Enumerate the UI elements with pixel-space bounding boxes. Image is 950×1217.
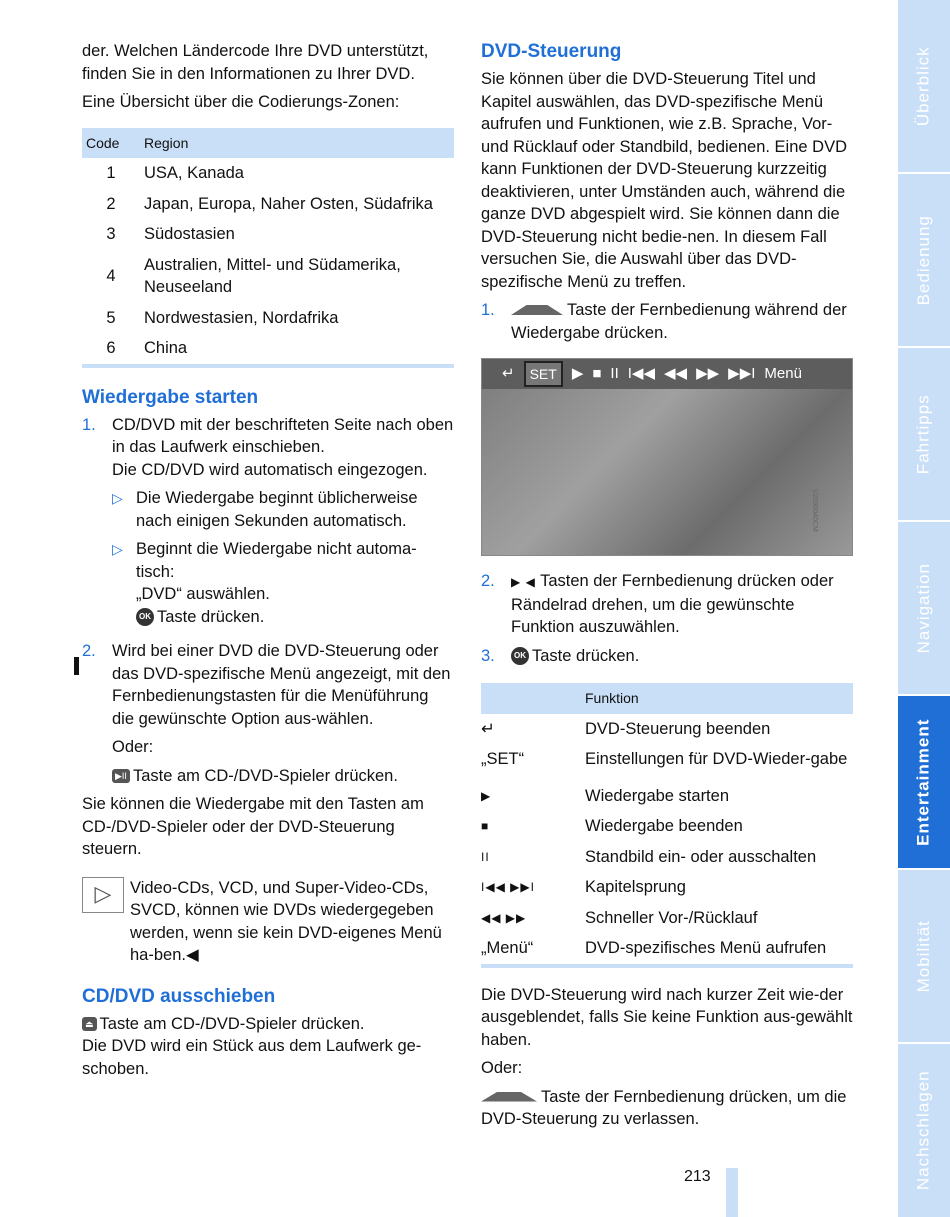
sub-item: [112, 538, 454, 628]
function-desc: Einstellungen für DVD-Wieder-gabe: [585, 750, 848, 768]
table-row: [481, 842, 853, 873]
right-column: [481, 40, 853, 1137]
page-number: 213: [684, 1168, 711, 1185]
function-key: ▶: [481, 788, 492, 803]
row-code: 5: [106, 308, 116, 327]
table-row: [82, 250, 454, 303]
tab-label: Navigation: [913, 562, 933, 654]
sub-item-text-3: Taste drücken.: [157, 607, 265, 626]
after-text-2: [481, 1086, 853, 1131]
function-desc: Schneller Vor-/Rücklauf: [585, 908, 758, 927]
step1-text: CD/DVD mit der beschrifteten Seite nach oben in das Laufwerk einschieben.: [112, 415, 454, 456]
start-heading: Wiedergabe starten: [82, 386, 259, 408]
step2-text: Wird bei einer DVD die DVD-Steuerung oder das DVD-spezifische Menü angezeigt, mit den Fernbedienungstasten für die Menüführung die gewünschte Option aus-wählen.: [112, 642, 451, 728]
menu-item: Menü: [764, 364, 802, 382]
function-desc: DVD-Steuerung beenden: [585, 719, 771, 738]
step-number: 3.: [481, 646, 495, 665]
step2-text-2: Taste am CD-/DVD-Spieler drücken.: [132, 766, 398, 785]
set-item: SET: [524, 361, 563, 388]
play-icon: ▶: [571, 364, 584, 382]
function-desc: DVD-spezifisches Menü aufrufen: [585, 939, 827, 957]
function-desc: Wiedergabe starten: [585, 786, 729, 805]
intro-text: der. Welchen Ländercode Ihre DVD unterstützt, finden Sie in den Informationen zu Ihrer DVD.: [82, 42, 429, 83]
table-bottom-rule: [82, 364, 454, 368]
function-key: ◀◀ ▶▶: [481, 910, 527, 925]
page-number-bar: [726, 1168, 738, 1217]
after-or: Oder:: [481, 1059, 523, 1077]
row-code: 3: [106, 225, 116, 243]
sub-item-text-2: „DVD“ auswählen.: [136, 585, 270, 603]
remote-key-icon: [481, 1092, 537, 1102]
eject-text: Taste am CD-/DVD-Spieler drücken.: [99, 1014, 365, 1033]
row-region: Japan, Europa, Naher Osten, Südafrika: [144, 194, 433, 213]
row-region: USA, Kanada: [144, 164, 244, 182]
tab-entertainment[interactable]: [898, 696, 950, 870]
row-region: Australien, Mittel- und Südamerika, Neuseeland: [144, 255, 401, 296]
table-row: [82, 333, 454, 364]
step-number: 2.: [481, 572, 495, 590]
table-row: [481, 744, 853, 781]
col-region: Region: [144, 134, 189, 151]
function-desc: Standbild ein- oder ausschalten: [585, 847, 817, 866]
after-text: Die DVD-Steuerung wird nach kurzer Zeit wie-der ausgeblendet, falls Sie keine Funktion aus-gewählt haben.: [481, 985, 853, 1049]
rewind-icon: ◀◀: [664, 364, 688, 382]
remote-key-icon: [511, 305, 563, 315]
tab-label: Überblick: [913, 46, 933, 126]
col-function: Funktion: [585, 690, 639, 706]
dvd-control-bar: [482, 359, 852, 389]
dvd-control-screenshot: [481, 358, 853, 556]
end-mark-icon: ◀: [185, 946, 199, 964]
row-region: China: [144, 339, 188, 357]
sub-item-text: Die Wiedergabe beginnt üblicherweise nach einigen Sekunden automatisch.: [136, 489, 418, 530]
start-step-2: [82, 640, 454, 787]
step-number: 2.: [82, 642, 96, 660]
control-step-1: [481, 299, 853, 344]
table-row: [481, 903, 853, 934]
tab-label: Nachschlagen: [913, 1070, 933, 1191]
function-key: II: [481, 849, 490, 864]
change-marker: [74, 657, 79, 675]
step1-text-2: Die CD/DVD wird automatisch eingezogen.: [112, 460, 428, 479]
triangle-icon: ▷: [112, 490, 123, 506]
step2-or: Oder:: [112, 738, 154, 756]
table-row: [82, 189, 454, 220]
triangle-icon: ▷: [112, 541, 123, 557]
table-row: [82, 303, 454, 334]
table-row: [481, 714, 853, 745]
tab-label: Fahrtipps: [913, 394, 933, 474]
table-row: [82, 219, 454, 250]
table-row: [481, 872, 853, 903]
dvd-control-intro: Sie können über die DVD-Steuerung Titel und Kapitel auswählen, das DVD-spezifische Menü aufrufen und Funktionen, wie z.B. Sprache, Vor- und Rücklauf oder Standbild, bedienen. Eine DVD kann Funktionen der DVD-Steuerung kurzzeitig deaktivieren, unter Umständen auch, während die ganze DVD abgespielt wird. Sie können dann die DVD-Steuerung nicht bedie-nen. In diesem Fall versuchen Sie, die Auswahl über das DVD-spezifische Menü zu treffen.: [481, 70, 847, 291]
tab-navigation[interactable]: [898, 522, 950, 696]
tab-label: Bedienung: [913, 214, 933, 306]
note-text: [130, 877, 454, 967]
table-header: [481, 683, 853, 714]
note-triangle-icon: ▷: [82, 877, 124, 913]
function-desc: Wiedergabe beenden: [585, 817, 743, 835]
tab-label: Mobilität: [913, 919, 933, 993]
tab-nachschlagen[interactable]: [898, 1044, 950, 1217]
stop-icon: ■: [592, 364, 602, 382]
function-table: [481, 683, 853, 964]
sub-item: [112, 487, 454, 532]
tab-label: Entertainment: [913, 718, 933, 846]
arrow-keys-icon: ▶ ◀: [511, 575, 536, 589]
step3-text: Taste drücken.: [532, 646, 640, 665]
after-text-2-body: Taste der Fernbedienung drücken, um die DVD-Steuerung zu verlassen.: [481, 1087, 847, 1128]
tab-bedienung[interactable]: [898, 174, 950, 348]
note-box: [82, 877, 454, 967]
previous-chapter-icon: I◀◀: [627, 364, 656, 382]
pause-icon: II: [610, 364, 619, 382]
row-region: Nordwestasien, Nordafrika: [144, 308, 339, 327]
play-pause-key-icon: ▶II: [112, 769, 130, 783]
note-text-body: Video-CDs, VCD, und Super-Video-CDs, SVCD, können wie DVDs wiedergegeben werden, wenn sie kein DVD-eigenes Menü ha-ben.: [130, 878, 442, 964]
table-row: [481, 933, 853, 964]
table-row: [481, 811, 853, 842]
function-desc: Kapitelsprung: [585, 878, 686, 896]
start-step-1: [82, 414, 454, 635]
col-code: Code: [86, 134, 120, 151]
step-number: 1.: [82, 415, 96, 434]
function-key: „Menü“: [481, 939, 534, 957]
table-row: [481, 781, 853, 812]
tab-fahrtipps[interactable]: [898, 348, 950, 522]
sub-item-text: Beginnt die Wiedergabe nicht automa-tisch:: [136, 540, 417, 581]
step1-text: Taste der Fernbedienung während der Wiedergabe drücken.: [511, 301, 847, 342]
table-row: [82, 158, 454, 189]
eject-text-2: Die DVD wird ein Stück aus dem Laufwerk ge-schoben.: [82, 1037, 422, 1078]
image-code: V2090040CM: [811, 489, 819, 532]
ok-button-icon: OK: [511, 647, 529, 665]
eject-heading: CD/DVD ausschieben: [82, 985, 276, 1007]
dvd-control-heading: DVD-Steuerung: [481, 41, 622, 62]
region-code-table: [82, 128, 454, 364]
control-step-2: [481, 570, 853, 639]
row-code: 6: [106, 339, 116, 357]
chapter-sidebar: [898, 0, 950, 1217]
control-text: Sie können die Wiedergabe mit den Tasten am CD-/DVD-Spieler oder der DVD-Steuerung steuern.: [82, 795, 424, 858]
zones-intro: Eine Übersicht über die Codierungs-Zonen:: [82, 93, 400, 111]
function-key: ■: [481, 819, 490, 833]
control-step-3: [481, 645, 853, 668]
step2-text: Tasten der Fernbedienung drücken oder Rändelrad drehen, um die gewünschte Funktion auszuwählen.: [511, 572, 834, 636]
row-code: 2: [106, 194, 116, 213]
function-key: I◀◀ ▶▶I: [481, 880, 535, 894]
tab-ueberblick[interactable]: [898, 0, 950, 174]
table-bottom-rule: [481, 964, 853, 968]
function-key: ↵: [481, 719, 495, 738]
row-code: 1: [106, 164, 116, 182]
fast-forward-icon: ▶▶: [696, 364, 720, 382]
ok-button-icon: OK: [136, 608, 154, 626]
table-header: [82, 128, 454, 159]
tab-mobilitaet[interactable]: [898, 870, 950, 1044]
row-region: Südostasien: [144, 225, 235, 243]
eject-key-icon: ⏏: [82, 1017, 97, 1031]
function-key: „SET“: [481, 750, 525, 768]
back-icon: ↵: [502, 364, 515, 382]
step-number: 1.: [481, 301, 495, 319]
row-code: 4: [106, 266, 116, 285]
next-chapter-icon: ▶▶I: [728, 364, 756, 382]
left-column: [82, 40, 454, 1080]
